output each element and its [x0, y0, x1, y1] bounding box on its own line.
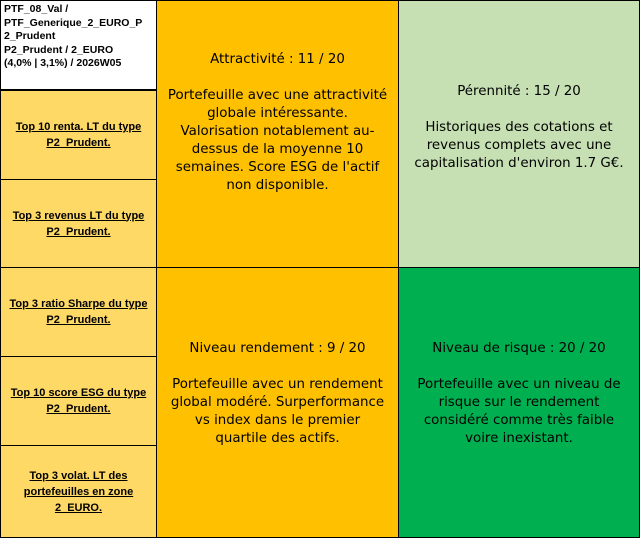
- link-cell-top10-esg: [0, 356, 157, 446]
- perennite-panel: [398, 0, 640, 268]
- link-cell-top3-sharpe: [0, 267, 157, 357]
- link-cell-top3-revenus: [0, 179, 157, 268]
- risque-title: Niveau de risque : 20 / 20: [432, 341, 606, 356]
- attractivite-panel: [156, 0, 399, 268]
- perennite-title: Pérennité : 15 / 20: [457, 84, 581, 99]
- rendement-panel: [156, 267, 399, 538]
- rendement-description: Portefeuille avec un rendement global modéré. Surperformance vs index dans le premier quartile des actifs.: [170, 377, 385, 446]
- top10-renta-link[interactable]: Top 10 renta. LT du type P2_Prudent.: [15, 121, 142, 149]
- attractivite-title: Attractivité : 11 / 20: [210, 52, 345, 67]
- top3-sharpe-link[interactable]: Top 3 ratio Sharpe du type P2_Prudent.: [9, 298, 148, 326]
- rendement-title: Niveau rendement : 9 / 20: [189, 341, 366, 356]
- top3-volat-link[interactable]: Top 3 volat. LT des portefeuilles en zone 2_EURO.: [23, 469, 134, 514]
- top3-revenus-link[interactable]: Top 3 revenus LT du type P2_Prudent.: [12, 209, 145, 238]
- portfolio-header: PTF_08_Val / PTF_Generique_2_EURO_P 2_Prudent P2_Prudent / 2_EURO (4,0% | 3,1%) / 2026W05: [0, 0, 157, 90]
- link-cell-top10-renta: [0, 90, 157, 180]
- risque-panel: [398, 267, 640, 538]
- attractivite-description: Portefeuille avec une attractivité globale intéressante. Valorisation notablement au-dessus de la moyenne 10 semaines. Score ESG de l'actif non disponible.: [167, 88, 388, 193]
- perennite-description: Historiques des cotations et revenus complets avec une capitalisation d'environ 1.7 G€.: [414, 120, 624, 171]
- link-cell-top3-volat: [0, 445, 157, 538]
- top10-esg-link[interactable]: Top 10 score ESG du type P2_Prudent.: [10, 387, 147, 415]
- risque-description: Portefeuille avec un niveau de risque sur le rendement considéré comme très faible voire inexistant.: [417, 377, 621, 446]
